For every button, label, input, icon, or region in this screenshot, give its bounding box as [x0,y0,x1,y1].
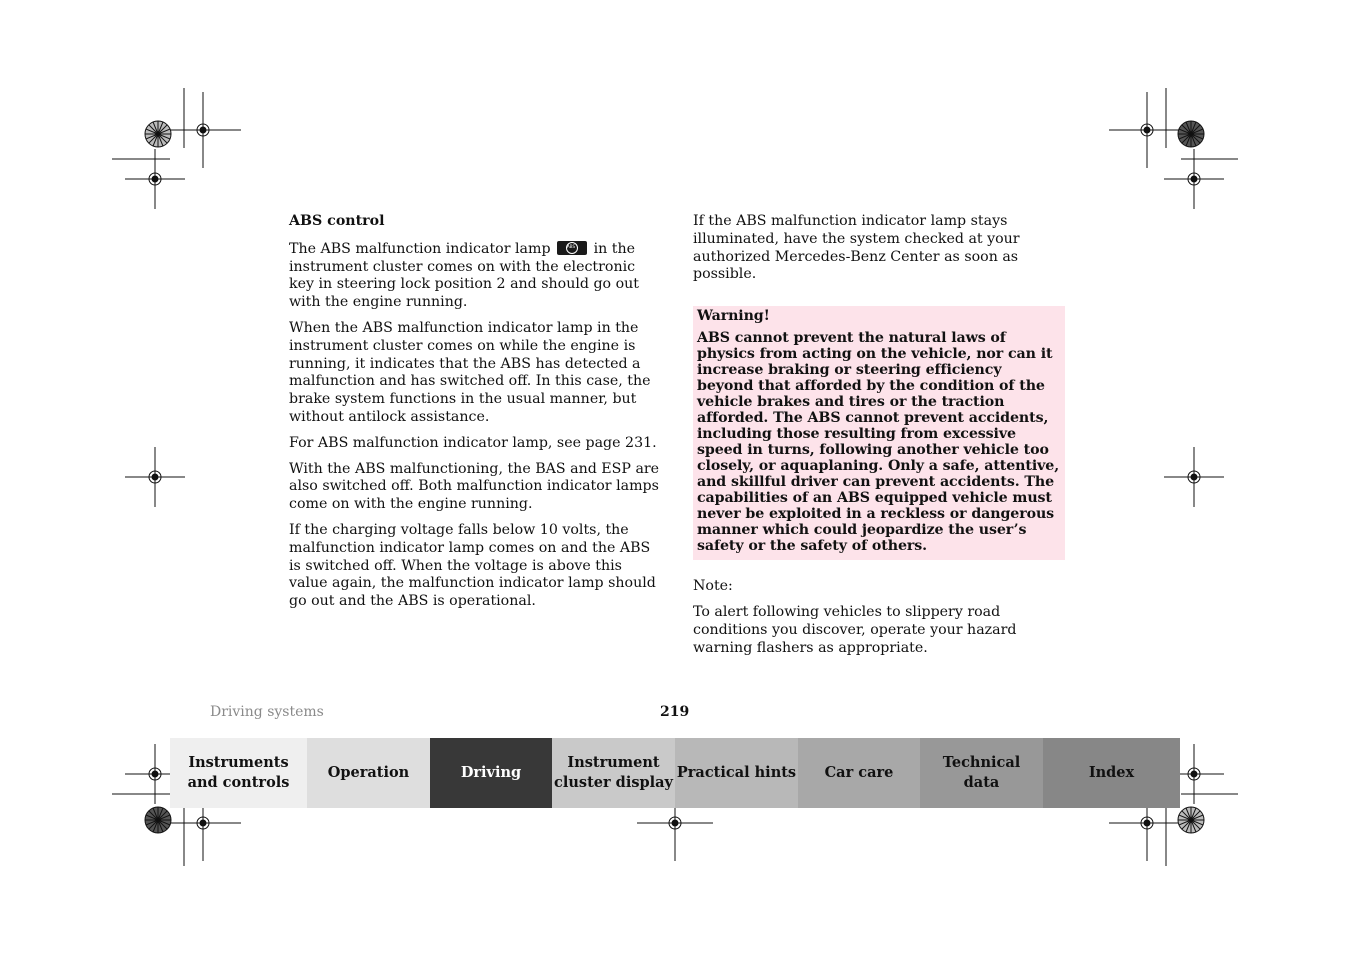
nav-tab-4[interactable]: Practical hints [675,738,798,808]
registration-dot-icon [1191,771,1197,777]
nav-tab-0[interactable]: Instruments and controls [170,738,307,808]
nav-tab-7[interactable]: Index [1043,738,1180,808]
page-number: 219 [660,704,690,720]
registration-dot-icon [672,820,678,826]
chapter-nav-bar [170,738,1180,808]
warning-title: Warning! [697,308,770,325]
left-column [289,213,661,619]
registration-dot-icon [1144,127,1150,133]
warning-body: ABS cannot prevent the natural laws of physics from acting on the vehicle, nor can it increase braking or steering efficiency beyond that afforded by the condition of the vehicle brakes and tires or the traction afforded. The ABS cannot prevent accidents, including those resulting from excessive speed in turns, following another vehicle too closely, or aquaplaning. Only a safe, attentive, and skillful driver can prevent accidents. The capabilities of an ABS equipped vehicle must never be exploited in a reckless or dangerous manner which could jeopardize the user’s safety or the safety of others. [697,330,1060,555]
paragraph-text: in the instrument cluster comes on with the electronic key in steering lock position 2 and should go out with the engine running. [289,240,639,311]
note-label: Note: [693,578,733,595]
footer-section-title: Driving systems [210,704,324,720]
registration-dot-icon [152,474,158,480]
nav-tab-1[interactable]: Operation [307,738,430,808]
right-column [693,213,1065,665]
warning-box [693,306,1065,560]
paragraph-bas-esp: With the ABS malfunctioning, the BAS and ESP are also switched off. Both malfunction indicator lamps come on with the engine running. [289,460,660,513]
nav-tab-6[interactable]: Technical data [920,738,1043,808]
registration-dot-icon [152,771,158,777]
paragraph-page-reference: For ABS malfunction indicator lamp, see page 231. [289,434,657,451]
registration-dot-icon [1191,176,1197,182]
note-text: To alert following vehicles to slippery road conditions you discover, operate your hazard warning flashers as appropriate. [693,603,1017,656]
nav-tab-3[interactable]: Instrument cluster display [552,738,675,808]
paragraph-abs-lamp [289,241,661,312]
registration-dot-icon [1191,474,1197,480]
registration-dot-icon [200,127,206,133]
nav-tab-5[interactable]: Car care [798,738,920,808]
paragraph-stays-illuminated: If the ABS malfunction indicator lamp stays illuminated, have the system checked at your authorized Mercedes-Benz Center as soon as possible. [693,213,1020,283]
registration-dot-icon [200,820,206,826]
paragraph-text: The ABS malfunction indicator lamp [289,240,551,257]
abs-indicator-lamp-icon [557,241,587,255]
paragraph-charging-voltage: If the charging voltage falls below 10 volts, the malfunction indicator lamp comes on and the ABS is switched off. When the voltage is above this value again, the malfunction indicator lamp should go out and the ABS is operational. [289,521,656,610]
registration-dot-icon [1144,820,1150,826]
registration-dot-icon [152,176,158,182]
paragraph-malfunction: When the ABS malfunction indicator lamp in the instrument cluster comes on while the engine is running, it indicates that the ABS has detected a malfunction and has switched off. In this case, the brake system functions in the usual manner, but without antilock assistance. [289,319,651,425]
nav-tab-2[interactable]: Driving [430,738,552,808]
section-heading: ABS control [289,213,385,229]
